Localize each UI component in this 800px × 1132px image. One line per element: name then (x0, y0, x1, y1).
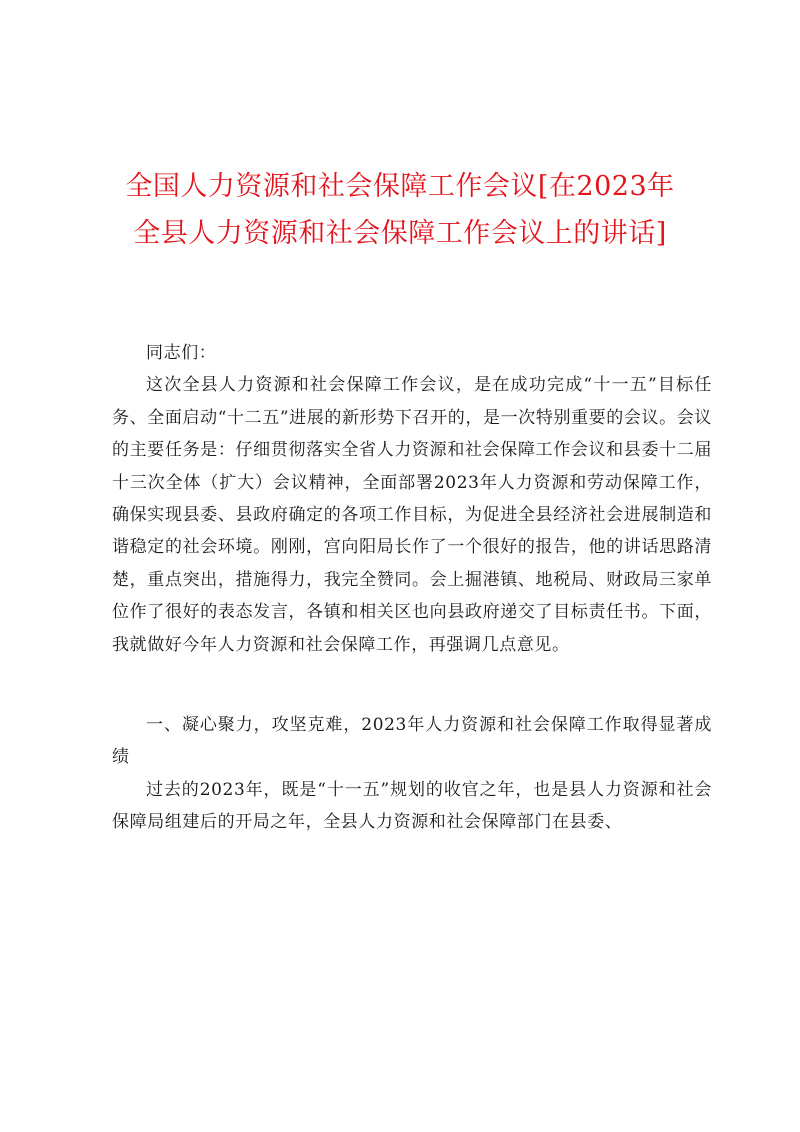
document-title (100, 163, 700, 257)
salutation: 同志们： (146, 343, 217, 363)
title-line-2: 全县人力资源和社会保障工作会议上的讲话] (133, 218, 667, 249)
paragraph: 过去的2023年，既是“十一五”规划的收官之年，也是县人力资源和社会保障局组建后的开局之年，全县人力资源和社会保障部门在县委、 (112, 779, 712, 833)
document-body (112, 337, 712, 839)
paragraph: 这次全县人力资源和社会保障工作会议，是在成功完成“十一五”目标任务、全面启动“十二五”进展的新形势下召开的，是一次特别重要的会议。会议的主要任务是：仔细贯彻落实全省人力资源和社会保障工作会议和县委十二届十三次全体（扩大）会议精神，全面部署2023年人力资源和劳动保障工作，确保实现县委、县政府确定的各项工作目标，为促进全县经济社会进展制造和谐稳定的社会环境。刚刚，宫向阳局长作了一个很好的报告，他的讲话思路清楚，重点突出，措施得力，我完全赞同。会上掘港镇、地税局、财政局三家单位作了很好的表态发言，各镇和相关区也向县政府递交了目标责任书。下面，我就做好今年人力资源和社会保障工作，再强调几点意见。 (112, 375, 712, 655)
section-heading: 一、凝心聚力，攻坚克难，2023年人力资源和社会保障工作取得显著成绩 (112, 715, 712, 768)
section-spacer (112, 661, 712, 709)
title-line-1: 全国人力资源和社会保障工作会议[在2023年 (125, 171, 675, 202)
